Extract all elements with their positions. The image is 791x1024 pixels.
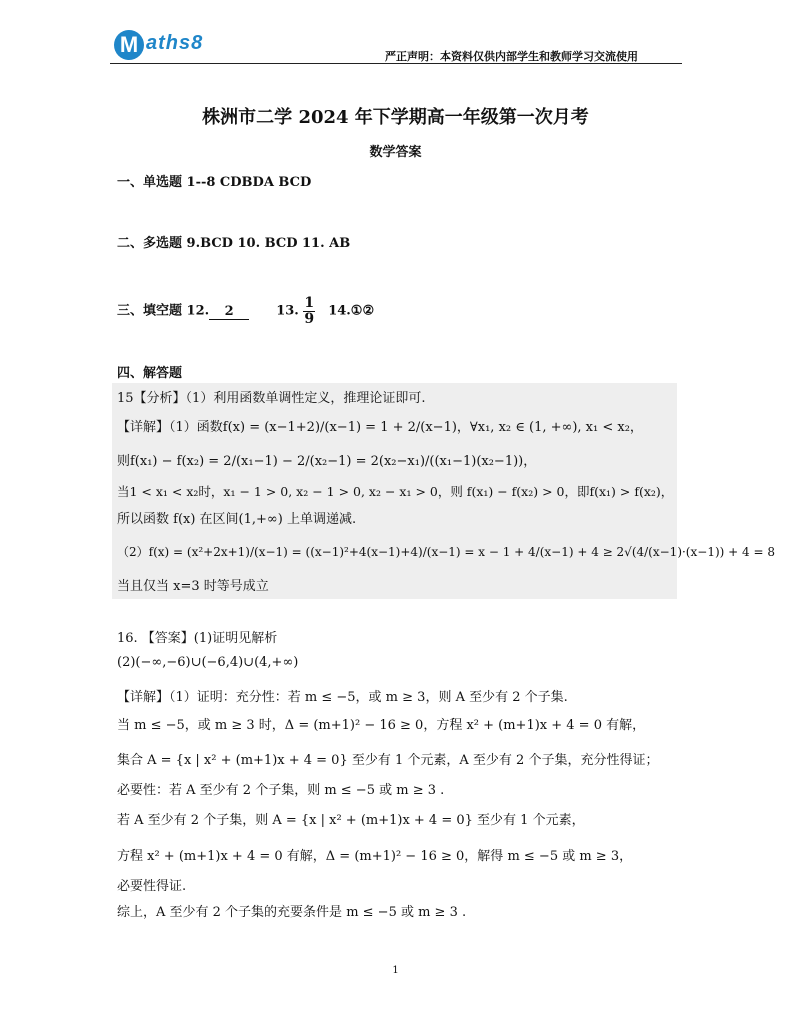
fill-13-fraction [303, 296, 315, 326]
q15-equality-note: 当且仅当 x=3 时等号成立 [117, 579, 269, 594]
fill-label: 三、填空题 12. [117, 303, 210, 319]
q16-detail-5: 若 A 至少有 2 个子集，则 A = {x | x² + (m+1)x + 4 = 0} 至少有 1 个元素， [117, 813, 585, 828]
q16-detail-4: 必要性：若 A 至少有 2 个子集，则 m ≤ −5 或 m ≥ 3 . [117, 783, 445, 798]
q16-answer: 16. 【答案】(1)证明见解析 [117, 631, 278, 646]
q16-conclusion: 综上，A 至少有 2 个子集的充要条件是 m ≤ −5 或 m ≥ 3 . [117, 905, 467, 920]
q15-analysis: 15【分析】（1）利用函数单调性定义，推理论证即可. [117, 391, 426, 406]
single-choice-answers: 一、单选题 1--8 CDBDA BCD [117, 175, 312, 190]
fraction-numerator: 1 [304, 295, 315, 311]
q15-detail-2: 则f(x₁) − f(x₂) = 2/(x₁−1) − 2/(x₂−1) = 2(x₂−x₁)/((x₁−1)(x₂−1))， [117, 454, 537, 469]
fill-14-answer: 14.①② [328, 303, 375, 319]
q15-part2: （2）f(x) = (x²+2x+1)/(x−1) = ((x−1)²+4(x−1)+4)/(x−1) = x − 1 + 4/(x−1) + 4 ≥ 2√(4/(x−1)·(x−1)) + 4 = 8 [117, 545, 775, 559]
q16-detail-6: 方程 x² + (m+1)x + 4 = 0 有解，Δ = (m+1)² − 16 ≥ 0，解得 m ≤ −5 或 m ≥ 3， [117, 849, 633, 864]
q16-detail-1: 【详解】（1）证明：充分性：若 m ≤ −5，或 m ≥ 3，则 A 至少有 2 个子集. [117, 690, 568, 705]
q16-detail-3: 集合 A = {x | x² + (m+1)x + 4 = 0} 至少有 1 个元素，A 至少有 2 个子集，充分性得证； [117, 753, 659, 768]
logo-circle: M [114, 30, 144, 60]
page-number: 1 [392, 965, 399, 976]
header-notice: 严正声明：本资料仅供内部学生和教师学习交流使用 [385, 50, 638, 63]
fraction-denominator: 9 [304, 310, 315, 327]
multi-choice-answers: 二、多选题 9.BCD 10. BCD 11. AB [117, 236, 351, 251]
logo-text: aths8 [146, 32, 204, 54]
fill-13-label: 13. [276, 303, 299, 319]
solve-section-heading: 四、解答题 [117, 366, 183, 381]
fill-12-answer: 2 [209, 304, 249, 320]
q15-detail-3: 当1 < x₁ < x₂时，x₁ − 1 > 0, x₂ − 1 > 0, x₂ − x₁ > 0，则 f(x₁) − f(x₂) > 0，即f(x₁) > f(x₂)， [117, 484, 674, 499]
header-divider [110, 63, 682, 64]
q15-detail-1: 【详解】（1）函数f(x) = (x−1+2)/(x−1) = 1 + 2/(x−1)，∀x₁, x₂ ∈ (1, +∞), x₁ < x₂， [117, 420, 643, 435]
fill-blank-answers [117, 296, 374, 326]
q16-detail-2: 当 m ≤ −5，或 m ≥ 3 时，Δ = (m+1)² − 16 ≥ 0，方程 x² + (m+1)x + 4 = 0 有解， [117, 718, 646, 733]
page-title: 株洲市二学 2024 年下学期高一年级第一次月考 [202, 107, 589, 128]
q16-detail-7: 必要性得证. [117, 879, 187, 894]
page-subtitle: 数学答案 [369, 145, 422, 160]
q16-part2-answer: (2)(−∞,−6)∪(−6,4)∪(4,+∞) [117, 655, 299, 670]
q15-conclusion-1: 所以函数 f(x) 在区间(1,+∞) 上单调递减. [117, 512, 357, 527]
